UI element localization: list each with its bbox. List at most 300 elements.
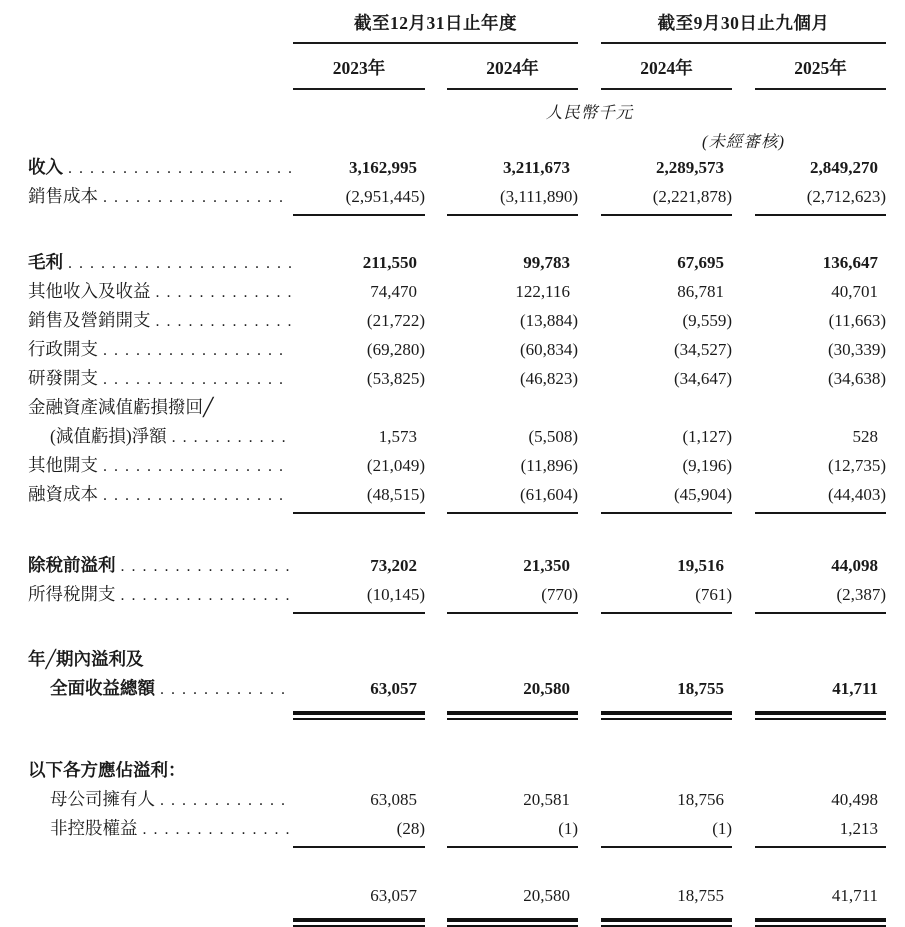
single-rule-row	[28, 609, 886, 620]
value-cell: (1,127)	[601, 422, 732, 451]
column-gap	[578, 277, 601, 306]
value-cell: (44,403)	[755, 480, 886, 509]
table-row-gross-profit	[28, 248, 886, 277]
rule-cell	[601, 703, 732, 720]
column-gap	[293, 126, 578, 153]
column-gap	[732, 480, 755, 509]
dot-leader	[103, 186, 291, 207]
value-cell: 136,647	[755, 248, 886, 277]
dot-leader	[156, 281, 292, 302]
single-rule	[293, 612, 425, 620]
column-gap	[425, 509, 447, 520]
column-gap	[732, 580, 755, 609]
column-gap	[732, 451, 755, 480]
dot-leader	[156, 310, 292, 331]
table-row-other-income-and-gains	[28, 277, 886, 306]
dot-leader	[103, 455, 291, 476]
column-gap	[425, 645, 447, 674]
row-label: 研發開支	[28, 368, 98, 389]
value-cell: (48,515)	[293, 480, 425, 509]
value-cell	[447, 756, 578, 785]
column-gap	[425, 674, 447, 703]
column-gap	[732, 703, 755, 720]
value-cell: (46,823)	[447, 364, 578, 393]
table-row-revenue	[28, 153, 886, 182]
row-label-cell	[28, 277, 293, 306]
value-cell: (9,559)	[601, 306, 732, 335]
value-cell: (2,221,878)	[601, 182, 732, 211]
value-cell: 19,516	[601, 551, 732, 580]
value-cell: 20,581	[447, 785, 578, 814]
row-label-cell	[28, 153, 293, 182]
row-label: 母公司擁有人	[50, 789, 155, 810]
value-cell: (2,712,623)	[755, 182, 886, 211]
value-cell: (60,834)	[447, 335, 578, 364]
dot-leader	[68, 252, 291, 273]
column-gap	[578, 881, 601, 910]
column-gap	[425, 277, 447, 306]
dot-leader	[121, 584, 292, 605]
table-row-profit-attributable-header	[28, 756, 886, 785]
value-cell	[755, 756, 886, 785]
row-label: 所得稅開支	[28, 584, 116, 605]
row-label-cell	[28, 674, 293, 703]
column-gap	[578, 10, 601, 43]
column-gap	[425, 551, 447, 580]
column-gap	[578, 182, 601, 211]
column-gap	[732, 814, 755, 843]
single-rule	[447, 512, 578, 520]
value-cell: (11,663)	[755, 306, 886, 335]
column-gap	[732, 43, 755, 89]
column-gap	[578, 393, 601, 422]
column-gap	[732, 785, 755, 814]
section-gap	[28, 222, 886, 248]
section-gap-cell	[28, 222, 886, 248]
column-gap	[732, 756, 755, 785]
rule-cell	[447, 843, 578, 854]
rule-cell	[447, 703, 578, 720]
rule-cell	[293, 703, 425, 720]
currency-note-row	[28, 89, 886, 126]
single-rule	[755, 846, 886, 854]
period-group-annual: 截至12月31日止年度	[293, 10, 578, 43]
column-gap	[425, 393, 447, 422]
rule-cell	[601, 211, 732, 222]
table-row-total-comprehensive-income-line2	[28, 674, 886, 703]
double-rule	[293, 918, 425, 927]
column-gap	[425, 153, 447, 182]
row-label-cell	[28, 703, 293, 720]
table-body	[28, 153, 886, 927]
value-cell: 211,550	[293, 248, 425, 277]
row-label-cell	[28, 306, 293, 335]
row-label: 金融資產減值虧損撥回╱	[28, 397, 214, 418]
column-gap	[425, 843, 447, 854]
row-label: 銷售成本	[28, 186, 98, 207]
single-rule-row	[28, 211, 886, 222]
column-gap	[578, 480, 601, 509]
label-column-spacer	[28, 10, 293, 43]
row-label: 銷售及營銷開支	[28, 310, 151, 331]
table-row-non-controlling-interests	[28, 814, 886, 843]
value-cell: (45,904)	[601, 480, 732, 509]
row-label: 其他收入及收益	[28, 281, 151, 302]
column-gap	[732, 609, 755, 620]
row-label-cell	[28, 393, 293, 422]
column-gap	[732, 153, 755, 182]
column-gap	[732, 422, 755, 451]
table-row-finance-costs	[28, 480, 886, 509]
section-gap-cell	[28, 620, 886, 645]
double-rule	[601, 711, 732, 721]
single-rule	[601, 214, 732, 222]
value-cell: (61,604)	[447, 480, 578, 509]
column-gap	[578, 126, 601, 153]
column-gap	[425, 580, 447, 609]
section-gap	[28, 620, 886, 645]
rule-cell	[447, 609, 578, 620]
rule-cell	[755, 703, 886, 720]
rule-cell	[293, 843, 425, 854]
column-gap	[425, 703, 447, 720]
table-row-impairment-reversal-line1	[28, 393, 886, 422]
value-cell: (10,145)	[293, 580, 425, 609]
row-label: 除稅前溢利	[28, 555, 116, 576]
value-cell: (34,638)	[755, 364, 886, 393]
value-cell: 21,350	[447, 551, 578, 580]
value-cell: (30,339)	[755, 335, 886, 364]
column-gap	[425, 335, 447, 364]
value-cell: 63,057	[293, 881, 425, 910]
table-row-income-tax-expense	[28, 580, 886, 609]
column-gap	[578, 674, 601, 703]
single-rule	[755, 512, 886, 520]
rule-cell	[755, 509, 886, 520]
column-gap	[578, 248, 601, 277]
row-label-cell	[28, 843, 293, 854]
rule-cell	[601, 609, 732, 620]
period-group-header-row	[28, 10, 886, 43]
label-column-spacer	[28, 43, 293, 89]
value-cell: (2,387)	[755, 580, 886, 609]
value-cell: 20,580	[447, 881, 578, 910]
row-label-cell	[28, 211, 293, 222]
rule-cell	[447, 211, 578, 222]
column-gap	[578, 910, 601, 927]
rule-cell	[601, 509, 732, 520]
single-rule	[755, 612, 886, 620]
period-group-nine-months: 截至9月30日止九個月	[601, 10, 886, 43]
dot-leader	[143, 818, 292, 839]
dot-leader	[103, 339, 291, 360]
value-cell	[755, 645, 886, 674]
row-label: 收入	[28, 157, 63, 178]
column-header-9m2024: 2024年	[601, 43, 732, 89]
column-gap	[578, 422, 601, 451]
value-cell	[447, 645, 578, 674]
value-cell: (13,884)	[447, 306, 578, 335]
value-cell: 67,695	[601, 248, 732, 277]
rule-cell	[755, 910, 886, 927]
single-rule	[293, 846, 425, 854]
column-gap	[578, 785, 601, 814]
column-gap	[578, 580, 601, 609]
column-gap	[578, 43, 601, 89]
table-row-owners-of-the-parent	[28, 785, 886, 814]
row-label-cell	[28, 422, 293, 451]
double-rule	[293, 711, 425, 721]
section-gap-cell	[28, 520, 886, 551]
value-cell: 18,755	[601, 881, 732, 910]
value-cell: (34,527)	[601, 335, 732, 364]
dot-leader	[103, 368, 291, 389]
column-gap	[732, 248, 755, 277]
row-label: 以下各方應佔溢利：	[28, 760, 186, 781]
table-row-other-expenses	[28, 451, 886, 480]
value-cell: 44,098	[755, 551, 886, 580]
label-column-spacer	[28, 89, 293, 126]
rule-cell	[601, 910, 732, 927]
value-cell: (11,896)	[447, 451, 578, 480]
column-header-fy2023: 2023年	[293, 43, 425, 89]
rule-cell	[755, 843, 886, 854]
value-cell: (5,508)	[447, 422, 578, 451]
single-rule	[293, 214, 425, 222]
value-cell: (53,825)	[293, 364, 425, 393]
value-cell: (12,735)	[755, 451, 886, 480]
section-gap-cell	[28, 720, 886, 756]
column-gap	[732, 182, 755, 211]
table-row-cost-of-sales	[28, 182, 886, 211]
rule-cell	[755, 609, 886, 620]
double-rule	[755, 918, 886, 927]
value-cell: (34,647)	[601, 364, 732, 393]
column-gap	[425, 364, 447, 393]
row-label-cell	[28, 248, 293, 277]
column-header-fy2024: 2024年	[447, 43, 578, 89]
column-gap	[732, 277, 755, 306]
double-rule	[447, 711, 578, 721]
row-label: 非控股權益	[50, 818, 138, 839]
column-gap	[578, 364, 601, 393]
column-gap	[578, 551, 601, 580]
column-gap	[732, 551, 755, 580]
table-row-selling-and-marketing-expenses	[28, 306, 886, 335]
table-row-administrative-expenses	[28, 335, 886, 364]
single-rule	[601, 512, 732, 520]
dot-leader	[103, 484, 291, 505]
column-gap	[732, 211, 755, 222]
double-rule	[447, 918, 578, 927]
value-cell: 122,116	[447, 277, 578, 306]
column-gap	[425, 785, 447, 814]
income-statement-table	[28, 10, 886, 927]
row-label: 行政開支	[28, 339, 98, 360]
column-gap	[425, 609, 447, 620]
row-label-cell	[28, 335, 293, 364]
value-cell: (21,722)	[293, 306, 425, 335]
row-label: (減值虧損)淨額	[50, 426, 167, 447]
column-gap	[578, 814, 601, 843]
row-label: 全面收益總額	[50, 678, 155, 699]
single-rule	[447, 846, 578, 854]
value-cell: (1)	[447, 814, 578, 843]
dot-leader	[121, 555, 292, 576]
column-gap	[425, 211, 447, 222]
value-cell: (21,049)	[293, 451, 425, 480]
row-label-cell	[28, 480, 293, 509]
column-gap	[732, 509, 755, 520]
column-gap	[578, 306, 601, 335]
column-gap	[732, 674, 755, 703]
column-gap	[425, 480, 447, 509]
row-label-cell	[28, 645, 293, 674]
value-cell: 99,783	[447, 248, 578, 277]
column-gap	[425, 248, 447, 277]
column-gap	[578, 843, 601, 854]
column-gap	[425, 881, 447, 910]
value-cell: 40,498	[755, 785, 886, 814]
single-rule-row	[28, 509, 886, 520]
table-row-impairment-reversal-line2	[28, 422, 886, 451]
rule-cell	[447, 910, 578, 927]
row-label-cell	[28, 814, 293, 843]
rule-cell	[293, 211, 425, 222]
value-cell: (2,951,445)	[293, 182, 425, 211]
row-label-cell	[28, 509, 293, 520]
value-cell	[601, 645, 732, 674]
rule-cell	[447, 509, 578, 520]
value-cell: 73,202	[293, 551, 425, 580]
row-label-cell	[28, 785, 293, 814]
column-gap	[578, 153, 601, 182]
value-cell: 18,755	[601, 674, 732, 703]
value-cell	[755, 393, 886, 422]
column-gap	[732, 335, 755, 364]
row-label-cell	[28, 910, 293, 927]
single-rule	[293, 512, 425, 520]
value-cell: 2,849,270	[755, 153, 886, 182]
row-label-cell	[28, 451, 293, 480]
value-cell: (761)	[601, 580, 732, 609]
value-cell: 63,057	[293, 674, 425, 703]
value-cell: 86,781	[601, 277, 732, 306]
currency-note: 人民幣千元	[293, 89, 886, 126]
column-gap	[425, 451, 447, 480]
column-gap	[732, 306, 755, 335]
value-cell: 40,701	[755, 277, 886, 306]
table-row-rd-expenses	[28, 364, 886, 393]
value-cell	[293, 756, 425, 785]
row-label: 融資成本	[28, 484, 98, 505]
value-cell: 74,470	[293, 277, 425, 306]
value-cell: (770)	[447, 580, 578, 609]
column-gap	[425, 182, 447, 211]
value-cell: 1,573	[293, 422, 425, 451]
value-cell: 528	[755, 422, 886, 451]
column-gap	[425, 814, 447, 843]
row-label-cell	[28, 551, 293, 580]
double-rule-row	[28, 910, 886, 927]
table-row-total	[28, 881, 886, 910]
column-gap	[732, 393, 755, 422]
table-row-profit-before-tax	[28, 551, 886, 580]
double-rule	[601, 918, 732, 927]
value-cell: (3,111,890)	[447, 182, 578, 211]
value-cell: 20,580	[447, 674, 578, 703]
single-rule	[601, 612, 732, 620]
column-gap	[578, 645, 601, 674]
unaudited-note-row	[28, 126, 886, 153]
single-rule	[447, 612, 578, 620]
value-cell: (28)	[293, 814, 425, 843]
section-gap	[28, 720, 886, 756]
value-cell	[601, 393, 732, 422]
dot-leader	[160, 789, 291, 810]
row-label-cell	[28, 364, 293, 393]
row-label-cell	[28, 756, 293, 785]
rule-cell	[601, 843, 732, 854]
row-label-cell	[28, 609, 293, 620]
value-cell: 2,289,573	[601, 153, 732, 182]
single-rule	[601, 846, 732, 854]
column-gap	[578, 335, 601, 364]
column-gap	[732, 364, 755, 393]
value-cell	[293, 645, 425, 674]
double-rule	[755, 711, 886, 721]
rule-cell	[755, 211, 886, 222]
row-label: 其他開支	[28, 455, 98, 476]
column-gap	[578, 509, 601, 520]
value-cell	[447, 393, 578, 422]
unaudited-note: (未經審核)	[601, 126, 886, 153]
section-gap	[28, 520, 886, 551]
table-row-total-comprehensive-income-line1	[28, 645, 886, 674]
column-gap	[425, 756, 447, 785]
column-gap	[578, 703, 601, 720]
row-label: 毛利	[28, 252, 63, 273]
column-gap	[578, 609, 601, 620]
column-gap	[578, 451, 601, 480]
dot-leader	[160, 678, 291, 699]
column-gap	[732, 910, 755, 927]
label-column-spacer	[28, 126, 293, 153]
single-rule-row	[28, 843, 886, 854]
column-gap	[732, 843, 755, 854]
value-cell	[293, 393, 425, 422]
value-cell: 1,213	[755, 814, 886, 843]
single-rule	[447, 214, 578, 222]
row-label-cell	[28, 580, 293, 609]
rule-cell	[293, 609, 425, 620]
section-gap-cell	[28, 854, 886, 881]
column-header-9m2025: 2025年	[755, 43, 886, 89]
value-cell: (9,196)	[601, 451, 732, 480]
row-label: 年╱期內溢利及	[28, 649, 144, 670]
value-cell: 3,211,673	[447, 153, 578, 182]
value-cell: 63,085	[293, 785, 425, 814]
value-cell: 41,711	[755, 674, 886, 703]
value-cell: (1)	[601, 814, 732, 843]
column-gap	[732, 881, 755, 910]
double-rule-row	[28, 703, 886, 720]
value-cell: 18,756	[601, 785, 732, 814]
column-gap	[425, 422, 447, 451]
dot-leader	[68, 157, 291, 178]
column-gap	[425, 910, 447, 927]
dot-leader	[172, 426, 291, 447]
